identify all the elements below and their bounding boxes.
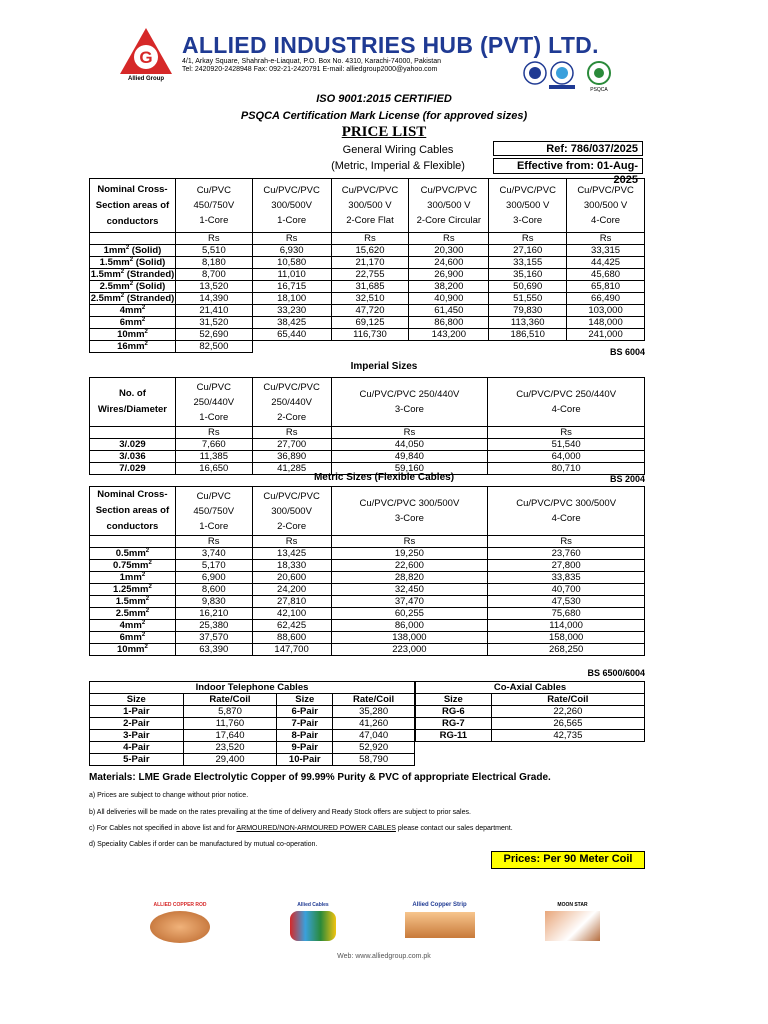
price-cell: 35,280 bbox=[333, 706, 415, 718]
column-header: Cu/PVC/PVC 300/500 V 3-Core bbox=[489, 179, 567, 233]
table-row bbox=[90, 742, 415, 754]
table-row bbox=[90, 257, 645, 269]
price-cell: 31,685 bbox=[331, 281, 409, 293]
prices-per-coil-badge: Prices: Per 90 Meter Coil bbox=[491, 851, 645, 869]
table-row bbox=[90, 754, 415, 766]
price-cell: 8,600 bbox=[175, 584, 252, 596]
coaxial-cables-title: Co-Axial Cables bbox=[416, 682, 645, 694]
price-cell: 69,125 bbox=[331, 317, 409, 329]
price-cell: 37,470 bbox=[331, 596, 488, 608]
table-row bbox=[90, 439, 645, 451]
standard-bs6500: BS 6500/6004 bbox=[587, 668, 645, 678]
reference-number: Ref: 786/037/2025 bbox=[493, 141, 643, 156]
page-title: PRICE LIST bbox=[341, 124, 427, 140]
price-cell: 11,760 bbox=[183, 718, 277, 730]
price-cell: 268,250 bbox=[488, 644, 645, 656]
column-header: Cu/PVC 450/750V 1-Core bbox=[175, 487, 252, 536]
size-cell: 7/.029 bbox=[90, 463, 176, 475]
unit-cell: Rs bbox=[331, 233, 409, 245]
telephone-cables-table bbox=[89, 681, 415, 766]
logo-caption: Allied Group bbox=[128, 76, 164, 82]
price-cell: 11,385 bbox=[175, 451, 252, 463]
price-cell: 63,390 bbox=[175, 644, 252, 656]
table-row bbox=[90, 608, 645, 620]
price-cell: 33,835 bbox=[488, 572, 645, 584]
metric-flexible-title: Metric Sizes (Flexible Cables) bbox=[313, 472, 455, 483]
coaxial-cables-rows bbox=[416, 706, 645, 742]
table-row bbox=[416, 706, 645, 718]
price-cell: 26,900 bbox=[409, 269, 489, 281]
size-cell: 5-Pair bbox=[90, 754, 184, 766]
price-cell: 7,660 bbox=[175, 439, 252, 451]
price-cell: 23,520 bbox=[183, 742, 277, 754]
logo-letter: G bbox=[139, 48, 153, 67]
price-cell: 33,315 bbox=[567, 245, 645, 257]
price-cell: 42,735 bbox=[491, 730, 644, 742]
price-cell: 24,600 bbox=[409, 257, 489, 269]
price-cell: 18,100 bbox=[252, 293, 331, 305]
price-cell: 27,700 bbox=[252, 439, 331, 451]
price-cell: 47,530 bbox=[488, 596, 645, 608]
materials-note: Materials: LME Grade Electrolytic Copper of 99.99% Purity & PVC of appropriate Electrical Grade. bbox=[89, 772, 551, 783]
table-row bbox=[90, 281, 645, 293]
table-row bbox=[416, 730, 645, 742]
effective-date: Effective from: 01-Aug-2025 bbox=[493, 158, 643, 174]
unit-cell: Rs bbox=[252, 427, 331, 439]
unit-cell: Rs bbox=[331, 427, 488, 439]
size-cell: $0.75mm^2$ bbox=[90, 560, 176, 572]
price-cell: 44,425 bbox=[567, 257, 645, 269]
brand-moon-star: MOON STAR bbox=[540, 902, 605, 950]
price-cell: 59,160 bbox=[331, 463, 488, 475]
price-cell: 13,425 bbox=[252, 548, 331, 560]
price-cell: 241,000 bbox=[567, 329, 645, 341]
price-cell: 35,160 bbox=[489, 269, 567, 281]
table-row bbox=[90, 317, 645, 329]
column-header: Rate/Coil bbox=[333, 694, 415, 706]
note-b: b) All deliveries will be made on the rates prevailing at the time of delivery and Ready Stock offers are subject to prior sales. bbox=[89, 809, 471, 816]
table-row bbox=[90, 293, 645, 305]
price-cell: 33,155 bbox=[489, 257, 567, 269]
price-cell: 10,580 bbox=[252, 257, 331, 269]
price-cell: 45,680 bbox=[567, 269, 645, 281]
unit-cell: Rs bbox=[489, 233, 567, 245]
price-cell: 13,520 bbox=[175, 281, 252, 293]
certification-logos bbox=[522, 60, 578, 90]
unit-cell bbox=[90, 536, 176, 548]
price-cell: 27,160 bbox=[489, 245, 567, 257]
size-cell: RG-7 bbox=[416, 718, 492, 730]
price-cell: 26,565 bbox=[491, 718, 644, 730]
table-row bbox=[90, 548, 645, 560]
unit-cell: Rs bbox=[331, 536, 488, 548]
price-cell: 5,510 bbox=[175, 245, 252, 257]
price-cell: 25,380 bbox=[175, 620, 252, 632]
imperial-sizes-title: Imperial Sizes bbox=[350, 361, 418, 372]
size-cell: 8-Pair bbox=[277, 730, 333, 742]
price-cell: 66,490 bbox=[567, 293, 645, 305]
size-cell: 3/.036 bbox=[90, 451, 176, 463]
unit-cell bbox=[90, 427, 176, 439]
psqca-caption: PSQCA bbox=[590, 87, 608, 93]
metric-flexible-table bbox=[89, 486, 645, 656]
price-cell: 116,730 bbox=[331, 329, 409, 341]
size-cell: $10mm^2$ bbox=[90, 329, 176, 341]
row-header-wires: No. of Wires/Diameter bbox=[90, 378, 176, 427]
size-cell: $6mm^2$ bbox=[90, 317, 176, 329]
price-cell: 51,540 bbox=[488, 439, 645, 451]
note-c: c) For Cables not specified in above list and for ARMOURED/NON-ARMOURED POWER CABLES please contact our sales department. bbox=[89, 825, 513, 832]
table-row bbox=[90, 584, 645, 596]
size-cell: $6mm^2$ bbox=[90, 632, 176, 644]
telephone-cables-title: Indoor Telephone Cables bbox=[90, 682, 415, 694]
size-cell: 4-Pair bbox=[90, 742, 184, 754]
unit-cell: Rs bbox=[175, 536, 252, 548]
price-cell: 21,170 bbox=[331, 257, 409, 269]
price-cell: 158,000 bbox=[488, 632, 645, 644]
price-cell: 60,255 bbox=[331, 608, 488, 620]
price-cell: 50,690 bbox=[489, 281, 567, 293]
price-cell: 86,000 bbox=[331, 620, 488, 632]
price-cell: 29,400 bbox=[183, 754, 277, 766]
note-a: a) Prices are subject to change without prior notice. bbox=[89, 792, 249, 799]
price-cell: 38,425 bbox=[252, 317, 331, 329]
subtitle-general-wiring: General Wiring Cables bbox=[342, 144, 454, 156]
price-cell: 65,440 bbox=[252, 329, 331, 341]
price-cell: 3,740 bbox=[175, 548, 252, 560]
price-cell: 22,260 bbox=[491, 706, 644, 718]
price-cell: 31,520 bbox=[175, 317, 252, 329]
price-cell: 41,285 bbox=[252, 463, 331, 475]
size-cell: 7-Pair bbox=[277, 718, 333, 730]
price-cell: 82,500 bbox=[175, 341, 252, 353]
telephone-cables-rows bbox=[90, 706, 415, 766]
size-cell: $2.5mm^2$ bbox=[90, 608, 176, 620]
brand-allied-copper-rod: ALLIED COPPER ROD bbox=[140, 902, 220, 950]
website: Web: www.alliedgroup.com.pk bbox=[337, 953, 431, 960]
price-cell: 80,710 bbox=[488, 463, 645, 475]
size-cell: 9-Pair bbox=[277, 742, 333, 754]
price-cell: 5,870 bbox=[183, 706, 277, 718]
size-cell: $16mm^2$ bbox=[90, 341, 176, 353]
unit-cell: Rs bbox=[252, 536, 331, 548]
size-cell: $10mm^2$ bbox=[90, 644, 176, 656]
price-cell: 6,930 bbox=[252, 245, 331, 257]
price-cell: 44,050 bbox=[331, 439, 488, 451]
price-cell: 88,600 bbox=[252, 632, 331, 644]
price-cell: 32,510 bbox=[331, 293, 409, 305]
unit-cell: Rs bbox=[175, 233, 252, 245]
unit-cell: Rs bbox=[252, 233, 331, 245]
coaxial-cables-table bbox=[415, 681, 645, 742]
size-cell: 3/.029 bbox=[90, 439, 176, 451]
price-cell: 58,790 bbox=[333, 754, 415, 766]
column-header: Cu/PVC/PVC 300/500 V 2-Core Circular bbox=[409, 179, 489, 233]
price-cell: 24,200 bbox=[252, 584, 331, 596]
size-cell: 6-Pair bbox=[277, 706, 333, 718]
column-header: Rate/Coil bbox=[183, 694, 277, 706]
price-cell: 20,300 bbox=[409, 245, 489, 257]
table-row bbox=[90, 245, 645, 257]
size-cell: $1mm^2$ bbox=[90, 572, 176, 584]
price-cell: 22,755 bbox=[331, 269, 409, 281]
price-cell: 79,830 bbox=[489, 305, 567, 317]
unit-cell: Rs bbox=[409, 233, 489, 245]
price-cell: 75,680 bbox=[488, 608, 645, 620]
price-cell: 114,000 bbox=[488, 620, 645, 632]
price-cell: 52,920 bbox=[333, 742, 415, 754]
table-row bbox=[90, 269, 645, 281]
price-cell: 40,700 bbox=[488, 584, 645, 596]
size-cell: RG-6 bbox=[416, 706, 492, 718]
power-cables-link: ARMOURED/NON-ARMOURED POWER CABLES bbox=[236, 825, 396, 832]
price-cell: 21,410 bbox=[175, 305, 252, 317]
column-header: Size bbox=[90, 694, 184, 706]
size-cell: 10-Pair bbox=[277, 754, 333, 766]
table-row bbox=[416, 718, 645, 730]
price-cell: 113,360 bbox=[489, 317, 567, 329]
column-header: Cu/PVC/PVC 300/500 V 2-Core Flat bbox=[331, 179, 409, 233]
table-row bbox=[90, 451, 645, 463]
price-cell: 38,200 bbox=[409, 281, 489, 293]
price-cell: 27,810 bbox=[252, 596, 331, 608]
price-cell: 64,000 bbox=[488, 451, 645, 463]
size-cell: $1.25mm^2$ bbox=[90, 584, 176, 596]
column-header: Cu/PVC/PVC 250/440V 2-Core bbox=[252, 378, 331, 427]
psqca-license: PSQCA Certification Mark License (for approved sizes) bbox=[240, 110, 528, 122]
price-cell: 6,900 bbox=[175, 572, 252, 584]
price-cell: 33,230 bbox=[252, 305, 331, 317]
size-cell: $1.5mm^2$ (Stranded) bbox=[90, 268, 175, 280]
size-cell: $0.5mm^2$ bbox=[90, 548, 176, 560]
price-cell: 37,570 bbox=[175, 632, 252, 644]
column-header: Rate/Coil bbox=[491, 694, 644, 706]
column-header: Cu/PVC/PVC 250/440V 3-Core bbox=[331, 378, 488, 427]
price-cell: 16,210 bbox=[175, 608, 252, 620]
table-row bbox=[90, 644, 645, 656]
price-cell: 40,900 bbox=[409, 293, 489, 305]
size-cell: $1.5mm^2$ bbox=[90, 596, 176, 608]
column-header: Cu/PVC/PVC 300/500 V 4-Core bbox=[567, 179, 645, 233]
size-cell: $4mm^2$ bbox=[90, 620, 176, 632]
price-cell: 5,170 bbox=[175, 560, 252, 572]
price-cell: 14,390 bbox=[175, 293, 252, 305]
standard-bs6004: BS 6004 bbox=[609, 347, 645, 357]
column-header: Size bbox=[416, 694, 492, 706]
size-cell: $2.5mm^2$ (Solid) bbox=[90, 281, 176, 293]
allied-group-logo bbox=[118, 26, 174, 76]
price-cell: 103,000 bbox=[567, 305, 645, 317]
table-row bbox=[90, 718, 415, 730]
table-row bbox=[90, 730, 415, 742]
company-contact: Tel: 2420920-2428948 Fax: 092-21-2420791 E-mail: alliedgroup2000@yahoo.com bbox=[182, 66, 438, 73]
price-cell: 65,810 bbox=[567, 281, 645, 293]
brand-allied-cables: Allied Cables bbox=[283, 902, 343, 950]
price-cell: 61,450 bbox=[409, 305, 489, 317]
row-header-cross-section: Nominal Cross-Section areas of conductors bbox=[90, 487, 176, 536]
price-cell: 51,550 bbox=[489, 293, 567, 305]
price-cell: 9,830 bbox=[175, 596, 252, 608]
price-cell: 52,690 bbox=[175, 329, 252, 341]
note-d: d) Speciality Cables if order can be manufactured by mutual co-operation. bbox=[89, 841, 318, 848]
price-cell: 8,180 bbox=[175, 257, 252, 269]
general-wiring-table bbox=[89, 178, 645, 353]
table-row bbox=[90, 305, 645, 317]
price-cell: 18,330 bbox=[252, 560, 331, 572]
iso-certification: ISO 9001:2015 CERTIFIED bbox=[316, 93, 452, 105]
unit-cell: Rs bbox=[175, 427, 252, 439]
price-cell: 49,840 bbox=[331, 451, 488, 463]
price-cell: 23,760 bbox=[488, 548, 645, 560]
price-cell: 11,010 bbox=[252, 269, 331, 281]
size-cell: $1mm^2$ (Solid) bbox=[90, 245, 176, 257]
standard-bs2004: BS 2004 bbox=[609, 474, 645, 484]
row-header-cross-section: Nominal Cross-Section areas of conductors bbox=[90, 179, 176, 233]
size-cell: 3-Pair bbox=[90, 730, 184, 742]
price-cell: 148,000 bbox=[567, 317, 645, 329]
price-cell: 17,640 bbox=[183, 730, 277, 742]
price-cell: 28,820 bbox=[331, 572, 488, 584]
table-row bbox=[90, 560, 645, 572]
table-row bbox=[90, 596, 645, 608]
column-header: Cu/PVC/PVC 300/500V 4-Core bbox=[488, 487, 645, 536]
table-row bbox=[90, 572, 645, 584]
column-header: Cu/PVC/PVC 300/500V 1-Core bbox=[252, 179, 331, 233]
price-cell: 42,100 bbox=[252, 608, 331, 620]
size-cell: 2-Pair bbox=[90, 718, 184, 730]
price-cell: 138,000 bbox=[331, 632, 488, 644]
unit-cell: Rs bbox=[567, 233, 645, 245]
unit-cell: Rs bbox=[488, 427, 645, 439]
column-header: Cu/PVC/PVC 300/500V 3-Core bbox=[331, 487, 488, 536]
size-cell: $4mm^2$ bbox=[90, 305, 176, 317]
column-header: Cu/PVC 450/750V 1-Core bbox=[175, 179, 252, 233]
price-cell: 186,510 bbox=[489, 329, 567, 341]
psqca-logo bbox=[582, 60, 616, 90]
size-cell: $2.5mm^2$ (Stranded) bbox=[90, 292, 175, 304]
price-cell: 16,715 bbox=[252, 281, 331, 293]
price-cell: 20,600 bbox=[252, 572, 331, 584]
price-cell: 22,600 bbox=[331, 560, 488, 572]
price-cell: 41,260 bbox=[333, 718, 415, 730]
size-cell: $1.5mm^2$ (Solid) bbox=[90, 257, 176, 269]
price-cell: 36,890 bbox=[252, 451, 331, 463]
price-cell: 47,040 bbox=[333, 730, 415, 742]
price-cell: 32,450 bbox=[331, 584, 488, 596]
price-cell: 47,720 bbox=[331, 305, 409, 317]
table-row bbox=[90, 706, 415, 718]
metric-flexible-rows bbox=[90, 548, 645, 656]
price-cell: 19,250 bbox=[331, 548, 488, 560]
company-name: ALLIED INDUSTRIES HUB (PVT) LTD. bbox=[182, 32, 599, 58]
imperial-sizes-table bbox=[89, 377, 645, 475]
price-cell: 223,000 bbox=[331, 644, 488, 656]
price-cell: 15,620 bbox=[331, 245, 409, 257]
brand-allied-copper-strip: Allied Copper Strip bbox=[392, 902, 487, 950]
column-header: Cu/PVC 250/440V 1-Core bbox=[175, 378, 252, 427]
table-row bbox=[90, 329, 645, 341]
column-header: Cu/PVC/PVC 250/440V 4-Core bbox=[488, 378, 645, 427]
subtitle-cable-types: (Metric, Imperial & Flexible) bbox=[331, 160, 465, 172]
price-cell: 27,800 bbox=[488, 560, 645, 572]
price-cell: 8,700 bbox=[175, 269, 252, 281]
table-row bbox=[90, 632, 645, 644]
price-cell: 147,700 bbox=[252, 644, 331, 656]
general-wiring-rows bbox=[90, 245, 645, 353]
unit-cell bbox=[90, 233, 176, 245]
table-row bbox=[90, 620, 645, 632]
price-cell: 86,800 bbox=[409, 317, 489, 329]
price-cell: 16,650 bbox=[175, 463, 252, 475]
size-cell: 1-Pair bbox=[90, 706, 184, 718]
column-header: Cu/PVC/PVC 300/500V 2-Core bbox=[252, 487, 331, 536]
imperial-sizes-rows bbox=[90, 439, 645, 475]
size-cell: RG-11 bbox=[416, 730, 492, 742]
column-header: Size bbox=[277, 694, 333, 706]
company-address: 4/1, Arkay Square, Shahrah-e-Liaquat, P.O. Box No. 4310, Karachi-74000, Pakistan bbox=[182, 58, 442, 65]
price-cell: 62,425 bbox=[252, 620, 331, 632]
unit-cell: Rs bbox=[488, 536, 645, 548]
price-cell: 143,200 bbox=[409, 329, 489, 341]
